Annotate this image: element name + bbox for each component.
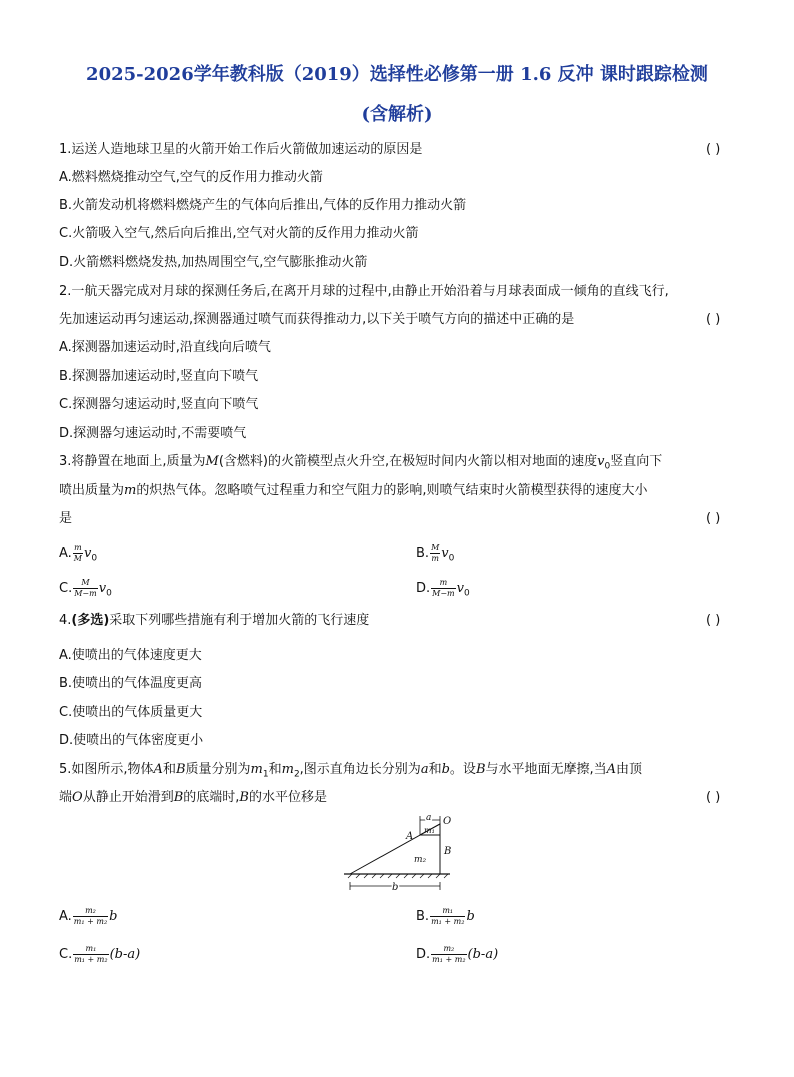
q3-option-d-label: D. [416, 581, 431, 596]
q5-option-d-fraction: $\frac{\text{m₂}}{\text{m₁ + m₂}}$ [432, 944, 466, 964]
q3-var-M: M [205, 454, 219, 469]
q4-option-b: B.使喷出的气体温度更高 [59, 676, 203, 691]
q3-stem-line2 [59, 482, 647, 500]
q1-option-d: D.火箭燃料燃烧发热,加热周围空气,空气膨胀推动火箭 [59, 255, 368, 270]
q5-option-a: A. $\frac{\text{m₂}}{\text{m₁ + m₂}}$ b [59, 906, 118, 926]
q3-option-a-fraction: $\frac{m}{M}$ [73, 543, 82, 563]
q4-answer-paren: ( ) [706, 613, 721, 628]
figure-label-b: b [392, 882, 399, 893]
q2-option-c: C.探测器匀速运动时,竖直向下喷气 [59, 397, 259, 412]
figure-label-A: A [406, 831, 414, 842]
q3-option-a: A. $\frac{m}{M}$ $v_0$ [59, 543, 98, 564]
q4-option-a: A.使喷出的气体速度更大 [59, 648, 202, 663]
q5-option-c-fraction: $\frac{\text{m₁}}{\text{m₁ + m₂}}$ [74, 944, 108, 964]
q2-stem-line2: 先加速运动再匀速运动,探测器通过喷气而获得推动力,以下关于喷气方向的描述中正确的是 [59, 312, 575, 327]
q3-stem-part: (含燃料)的火箭模型点火升空,在极短时间内火箭以相对地面的速度 [218, 454, 598, 469]
document-title-line2: (含解析) [361, 104, 433, 125]
q3-stem-part: 喷出质量为 [59, 483, 125, 498]
q1-option-a: A.燃料燃烧推动空气,空气的反作用力推动火箭 [59, 170, 323, 185]
q3-var-m: m [124, 483, 137, 498]
q5-stem-line1: 5.如图所示,物体A和B质量分别为$m_1$和$m_2$,图示直角边长分别为a和b。设B与水平地面无摩擦,当A由顶 [59, 762, 643, 780]
q3-stem-part: 竖直向下 [610, 454, 663, 469]
figure-label-a: a [426, 813, 432, 823]
q3-option-b: B. $\frac{M}{m}$ $v_0$ [416, 543, 455, 564]
q5-option-c: C. $\frac{\text{m₁}}{\text{m₁ + m₂}}$ (b-a) [59, 944, 141, 964]
q5-option-a-fraction: $\frac{\text{m₂}}{\text{m₁ + m₂}}$ [73, 906, 108, 926]
q3-option-c-label: C. [59, 581, 73, 596]
q4-option-d: D.使喷出的气体密度更小 [59, 733, 204, 748]
q3-stem-line3: 是 [59, 511, 73, 526]
q2-option-b: B.探测器加速运动时,竖直向下喷气 [59, 369, 259, 384]
q2-option-d: D.探测器匀速运动时,不需要喷气 [59, 426, 247, 441]
q1-answer-paren: ( ) [706, 142, 721, 157]
q3-option-c: C. $\frac{M}{M-m}$ $v_0$ [59, 578, 112, 599]
q4-multi-tag: (多选) [71, 613, 110, 628]
figure-label-m1: m₁ [424, 826, 435, 835]
q1-option-b: B.火箭发动机将燃料燃烧产生的气体向后推出,气体的反作用力推动火箭 [59, 198, 467, 213]
q5-option-b: B. $\frac{\text{m₁}}{\text{m₁ + m₂}}$ b [416, 906, 475, 926]
q3-option-d: D. $\frac{m}{M-m}$ $v_0$ [416, 578, 470, 599]
q3-option-d-fraction: $\frac{m}{M-m}$ [432, 578, 455, 598]
q3-option-a-label: A. [59, 546, 72, 561]
q2-answer-paren: ( ) [706, 312, 721, 327]
q3-answer-paren: ( ) [706, 511, 721, 526]
q3-var-v: v [597, 454, 605, 469]
q4-stem: 4.(多选)采取下列哪些措施有利于增加火箭的飞行速度 [59, 613, 370, 628]
q5-figure-wedge-diagram [340, 812, 455, 894]
figure-label-B: B [444, 846, 452, 857]
q2-option-a: A.探测器加速运动时,沿直线向后喷气 [59, 340, 271, 355]
q5-answer-paren: ( ) [706, 790, 721, 805]
q5-stem-line2: 端O从静止开始滑到B的底端时,B的水平位移是 [59, 790, 327, 805]
q3-option-b-label: B. [416, 546, 430, 561]
q3-option-b-fraction: $\frac{M}{m}$ [431, 543, 440, 563]
figure-label-m2: m₂ [414, 855, 427, 865]
document-title-line1: 2025-2026学年教科版（2019）选择性必修第一册 1.6 反冲 课时跟踪检测 [86, 64, 708, 85]
q3-stem-part: 的炽热气体。忽略喷气过程重力和空气阻力的影响,则喷气结束时火箭模型获得的速度大小 [136, 483, 648, 498]
q1-option-c: C.火箭吸入空气,然后向后推出,空气对火箭的反作用力推动火箭 [59, 226, 419, 241]
q1-stem: 1.运送人造地球卫星的火箭开始工作后火箭做加速运动的原因是 [59, 142, 423, 157]
figure-label-O: O [443, 816, 452, 827]
q3-stem-line1 [59, 453, 662, 476]
q5-option-d: D. $\frac{\text{m₂}}{\text{m₁ + m₂}}$ (b-a) [416, 944, 499, 964]
q3-var-v-sub: 0 [604, 461, 611, 472]
q3-option-c-fraction: $\frac{M}{M-m}$ [74, 578, 97, 598]
q5-option-b-fraction: $\frac{\text{m₁}}{\text{m₁ + m₂}}$ [431, 906, 465, 926]
q4-option-c: C.使喷出的气体质量更大 [59, 705, 203, 720]
q2-stem-line1: 2.一航天器完成对月球的探测任务后,在离开月球的过程中,由静止开始沿着与月球表面成一倾角的直线飞行, [59, 284, 669, 299]
q3-stem-part: 3.将静置在地面上,质量为 [59, 454, 206, 469]
